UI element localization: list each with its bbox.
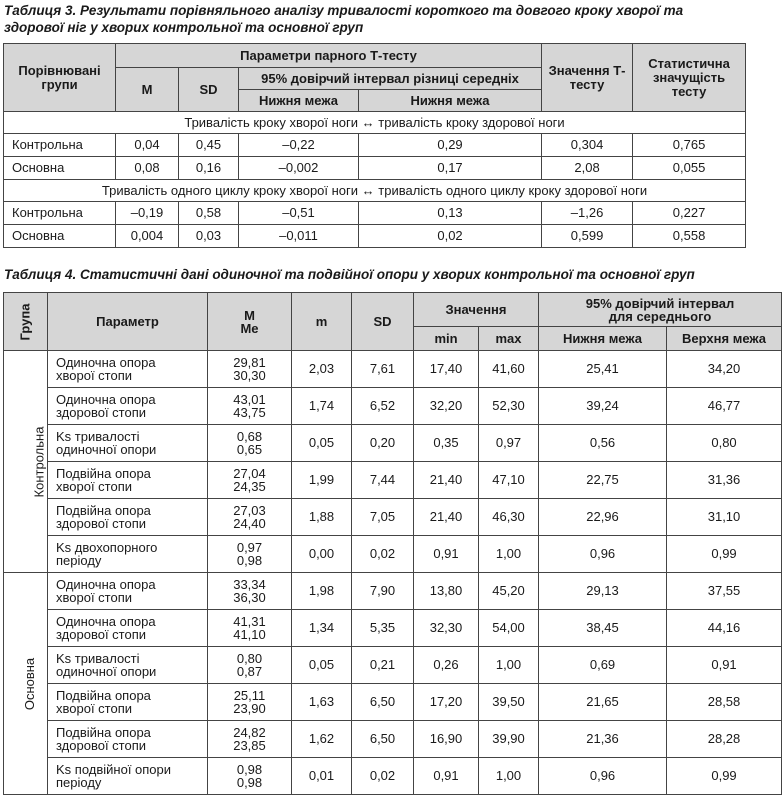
t4-cell-sd: 6,52 [352,388,414,425]
t4-cell-M: 0,68 [236,429,263,444]
table-row [4,462,782,499]
t4-cell-param [48,684,208,721]
table4 [3,292,782,795]
t4-cell-lower: 39,24 [539,388,667,425]
t4-cell-mme [208,462,292,499]
t4-param-line2: здорової стопи [56,738,147,753]
t4-header-ci-line1: 95% довірчий інтервал [585,295,735,311]
t4-group-name: Контрольна [31,426,47,497]
t3-cell-p: 0,765 [633,134,746,157]
t4-cell-sd: 0,02 [352,758,414,795]
t4-cell-max: 1,00 [479,647,539,684]
t4-cell-mme [208,573,292,610]
t4-cell-Me: 41,10 [233,627,266,642]
t3-header-lower2: Нижня межа [359,90,542,112]
t4-header-value: Значення [414,293,539,327]
t4-cell-param [48,721,208,758]
t4-cell-M: 0,97 [236,540,263,555]
t3-cell-t: 0,304 [542,134,633,157]
t4-cell-mme [208,499,292,536]
t3-cell-group: Основна [4,225,116,248]
t4-cell-mme [208,647,292,684]
t4-param-line1: Подвійна опора [56,466,151,481]
t4-header-ci [539,293,782,327]
t4-param-line1: Подвійна опора [56,688,151,703]
t4-cell-sd: 0,02 [352,536,414,573]
t3-cell-t: 2,08 [542,157,633,180]
t4-cell-mme [208,610,292,647]
t3-cell-lo: –0,22 [239,134,359,157]
t3-section-title: Тривалість кроку хворої ноги ↔ тривалість кроку здорової ноги [4,112,746,134]
t4-cell-Me: 30,30 [233,368,266,383]
t4-cell-min: 0,35 [414,425,479,462]
t4-cell-max: 0,97 [479,425,539,462]
table-row [4,610,782,647]
t4-header-param: Параметр [48,293,208,351]
t4-param-line1: Ks тривалості [56,651,140,666]
t4-param-line2: хворої стопи [56,479,133,494]
t4-cell-upper: 31,36 [667,462,782,499]
table-row [4,758,782,795]
t4-param-line2: одиночної опори [56,664,157,679]
t4-cell-lower: 25,41 [539,351,667,388]
t4-cell-sd: 0,20 [352,425,414,462]
t4-cell-lower: 29,13 [539,573,667,610]
t4-cell-param [48,647,208,684]
t3-cell-sd: 0,45 [179,134,239,157]
t4-cell-M: 27,03 [233,503,266,518]
t4-cell-min: 32,20 [414,388,479,425]
table3 [3,43,746,248]
t4-cell-mme [208,684,292,721]
table-row [4,499,782,536]
t4-cell-M: 0,80 [236,651,263,666]
table3-caption: Таблиця 3. Результати порівняльного аналізу тривалості короткого та довгого кроку хворої та здорової ніг у хворих контрольної та основної груп [4,3,684,35]
t4-param-line1: Одиночна опора [56,577,156,592]
t4-cell-Me: 0,87 [236,664,263,679]
t3-cell-sd: 0,03 [179,225,239,248]
t4-cell-M: 0,98 [236,762,263,777]
table-row [4,425,782,462]
t4-cell-sd: 7,44 [352,462,414,499]
t4-param-line1: Ks тривалості [56,429,140,444]
t4-cell-upper: 44,16 [667,610,782,647]
t4-group-name: Основна [22,657,38,710]
t4-cell-min: 13,80 [414,573,479,610]
t3-cell-p: 0,558 [633,225,746,248]
t3-section-title: Тривалість одного циклу кроку хворої ноги ↔ тривалість одного циклу кроку здорової ноги [4,180,746,202]
t3-cell-group: Контрольна [4,134,116,157]
t3-header-group: Порівнювані групи [4,44,116,112]
t4-cell-upper: 46,77 [667,388,782,425]
t3-cell-lo: –0,002 [239,157,359,180]
t4-cell-param [48,758,208,795]
t3-cell-p: 0,227 [633,202,746,225]
t3-header-t: Значення Т-тесту [542,44,633,112]
t4-param-line1: Подвійна опора [56,725,151,740]
t4-cell-m: 0,05 [292,425,352,462]
t4-cell-upper: 28,28 [667,721,782,758]
t4-param-line2: періоду [56,553,102,568]
t4-cell-mme [208,388,292,425]
t4-cell-mme [208,536,292,573]
t4-cell-m: 0,00 [292,536,352,573]
t4-header-Me: Me [240,320,259,336]
t4-cell-mme [208,758,292,795]
t4-cell-Me: 43,75 [233,405,266,420]
t4-param-line1: Ks подвійної опори [56,762,172,777]
t4-cell-Me: 23,90 [233,701,266,716]
t4-cell-M: 25,11 [233,688,266,703]
t4-cell-mme [208,351,292,388]
t4-cell-M: 41,31 [233,614,266,629]
t4-cell-max: 52,30 [479,388,539,425]
t3-header-lower1: Нижня межа [239,90,359,112]
t4-header-min: min [414,327,479,351]
t4-cell-M: 27,04 [233,466,266,481]
t3-cell-group: Основна [4,157,116,180]
table-row [4,536,782,573]
t3-cell-m: –0,19 [116,202,179,225]
t4-cell-m: 1,99 [292,462,352,499]
t4-cell-Me: 23,85 [233,738,266,753]
t3-cell-lo: –0,51 [239,202,359,225]
t4-param-line1: Одиночна опора [56,392,156,407]
t4-cell-mme [208,721,292,758]
t3-cell-sd: 0,16 [179,157,239,180]
t4-param-line1: Подвійна опора [56,503,151,518]
t4-cell-Me: 0,65 [236,442,263,457]
t4-cell-max: 45,20 [479,573,539,610]
t3-cell-sd: 0,58 [179,202,239,225]
t4-param-line2: хворої стопи [56,701,133,716]
t4-param-line2: періоду [56,775,102,790]
t3-header-m: М [116,68,179,112]
t4-header-group [4,293,48,351]
t4-cell-m: 1,88 [292,499,352,536]
t4-header-m: m [292,293,352,351]
table4-caption: Таблиця 4. Статистичні дані одиночної та подвійної опори у хворих контрольної та основної груп [4,267,695,282]
t4-cell-Me: 24,40 [233,516,266,531]
t4-cell-upper: 34,20 [667,351,782,388]
t3-cell-lo: –0,011 [239,225,359,248]
t4-cell-m: 1,34 [292,610,352,647]
t4-cell-mme [208,425,292,462]
table-row [4,647,782,684]
t4-cell-param [48,499,208,536]
t4-cell-upper: 0,99 [667,758,782,795]
t4-cell-param [48,388,208,425]
t4-cell-min: 21,40 [414,499,479,536]
t4-cell-lower: 21,36 [539,721,667,758]
t4-header-group-text: Група [17,303,33,340]
t4-cell-param [48,536,208,573]
t3-header-sig: Статистична значущість тесту [633,44,746,112]
t4-cell-lower: 21,65 [539,684,667,721]
t3-cell-t: –1,26 [542,202,633,225]
table-row [4,684,782,721]
t4-cell-Me: 24,35 [233,479,266,494]
t4-cell-max: 39,90 [479,721,539,758]
t4-cell-param [48,351,208,388]
t4-cell-upper: 0,91 [667,647,782,684]
t4-cell-Me: 0,98 [236,775,263,790]
t4-cell-M: 24,82 [233,725,266,740]
t4-cell-max: 39,50 [479,684,539,721]
t4-body [4,351,782,795]
t4-cell-sd: 7,90 [352,573,414,610]
t4-group-cell [4,573,48,795]
t4-header-upper: Верхня межа [667,327,782,351]
t4-cell-param [48,462,208,499]
t3-cell-hi: 0,13 [359,202,542,225]
t4-param-line1: Ks двохопорного [56,540,158,555]
t4-header-mme [208,293,292,351]
t3-cell-group: Контрольна [4,202,116,225]
t4-cell-lower: 0,69 [539,647,667,684]
t4-cell-m: 1,63 [292,684,352,721]
t4-cell-lower: 0,96 [539,536,667,573]
t4-cell-max: 47,10 [479,462,539,499]
t4-cell-Me: 36,30 [233,590,266,605]
t4-cell-max: 41,60 [479,351,539,388]
t4-cell-min: 17,20 [414,684,479,721]
t4-cell-min: 17,40 [414,351,479,388]
t4-param-line2: здорової стопи [56,405,147,420]
t4-cell-sd: 6,50 [352,721,414,758]
t4-cell-sd: 5,35 [352,610,414,647]
t4-cell-upper: 0,80 [667,425,782,462]
t4-cell-min: 0,91 [414,758,479,795]
t4-param-line2: хворої стопи [56,590,133,605]
t4-cell-min: 21,40 [414,462,479,499]
t3-header-paired: Параметри парного Т-тесту [116,44,542,68]
t3-cell-hi: 0,02 [359,225,542,248]
t3-cell-p: 0,055 [633,157,746,180]
t4-header-M: M [244,307,255,323]
t3-cell-t: 0,599 [542,225,633,248]
t4-cell-sd: 7,61 [352,351,414,388]
table-row [4,573,782,610]
t4-cell-min: 0,91 [414,536,479,573]
table-row [4,351,782,388]
t4-cell-Me: 0,98 [236,553,263,568]
t4-cell-m: 1,74 [292,388,352,425]
t4-cell-max: 54,00 [479,610,539,647]
t4-param-line1: Одиночна опора [56,355,156,370]
t4-cell-sd: 6,50 [352,684,414,721]
t3-cell-hi: 0,29 [359,134,542,157]
t4-cell-M: 33,34 [233,577,266,592]
t3-cell-m: 0,04 [116,134,179,157]
t3-cell-m: 0,004 [116,225,179,248]
table-row [4,721,782,758]
t4-cell-param [48,610,208,647]
t4-cell-max: 1,00 [479,758,539,795]
t4-cell-lower: 38,45 [539,610,667,647]
t4-cell-min: 16,90 [414,721,479,758]
t4-cell-m: 0,05 [292,647,352,684]
t4-param-line2: хворої стопи [56,368,133,383]
t4-header-ci-line2: для середнього [608,308,712,324]
t4-cell-sd: 7,05 [352,499,414,536]
t4-cell-param [48,573,208,610]
t3-header-ci: 95% довірчий інтервал різниці середніх [239,68,542,90]
t4-cell-lower: 22,96 [539,499,667,536]
t4-cell-upper: 31,10 [667,499,782,536]
t4-cell-upper: 28,58 [667,684,782,721]
t4-param-line1: Одиночна опора [56,614,156,629]
t4-cell-lower: 0,96 [539,758,667,795]
t4-group-cell [4,351,48,573]
t4-cell-param [48,425,208,462]
table-row [4,388,782,425]
t4-cell-m: 0,01 [292,758,352,795]
t4-param-line2: здорової стопи [56,516,147,531]
t4-cell-min: 0,26 [414,647,479,684]
t4-param-line2: здорової стопи [56,627,147,642]
t4-cell-max: 1,00 [479,536,539,573]
t4-cell-lower: 0,56 [539,425,667,462]
t4-header-lower: Нижня межа [539,327,667,351]
t3-header-sd: SD [179,68,239,112]
t4-header-sd: SD [352,293,414,351]
t4-cell-upper: 37,55 [667,573,782,610]
t3-cell-m: 0,08 [116,157,179,180]
t4-cell-m: 2,03 [292,351,352,388]
t4-cell-upper: 0,99 [667,536,782,573]
t3-cell-hi: 0,17 [359,157,542,180]
t4-cell-min: 32,30 [414,610,479,647]
t4-cell-lower: 22,75 [539,462,667,499]
t4-cell-m: 1,62 [292,721,352,758]
t4-cell-M: 43,01 [233,392,266,407]
t4-cell-max: 46,30 [479,499,539,536]
t4-param-line2: одиночної опори [56,442,157,457]
t4-cell-sd: 0,21 [352,647,414,684]
t4-header-max: max [479,327,539,351]
t4-cell-M: 29,81 [233,355,266,370]
t4-cell-m: 1,98 [292,573,352,610]
